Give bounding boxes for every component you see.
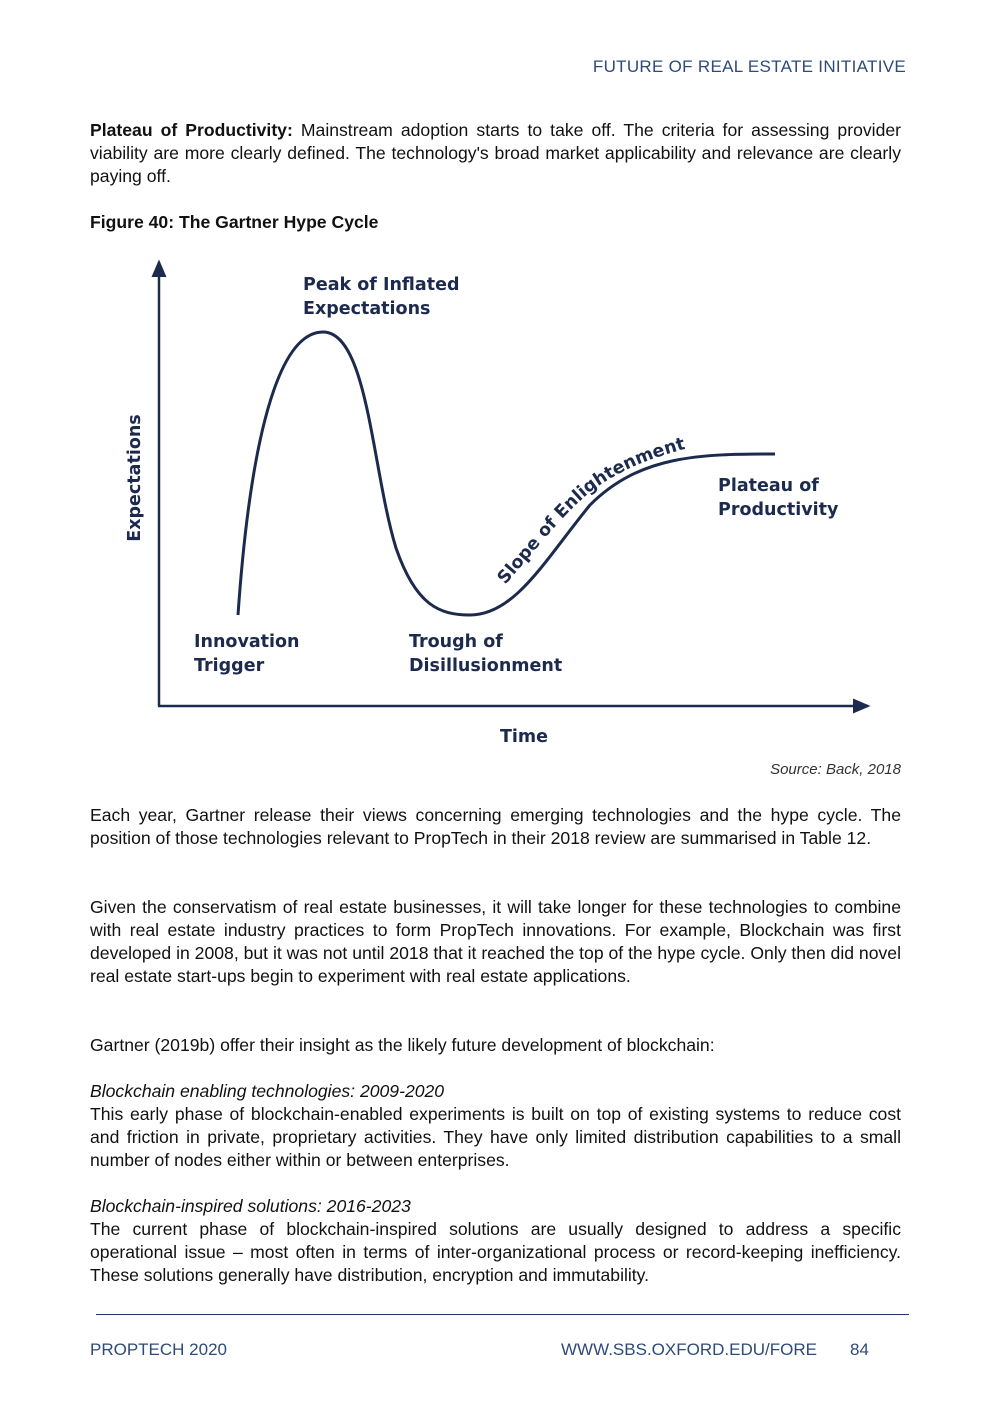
running-header: FUTURE OF REAL ESTATE INITIATIVE [592,57,906,76]
intro-text: Mainstream adoption starts to take off. The criteria for assessing provider viability are more clearly defined. The technology's broad market applicability and relevance are clearly paying off. [90,120,901,186]
footer-rule [96,1314,909,1315]
figure-title: Figure 40: The Gartner Hype Cycle [90,212,379,232]
footer-url[interactable]: WWW.SBS.OXFORD.EDU/FORE [561,1340,817,1359]
plateau-label-2: Productivity [718,500,839,520]
slope-label [494,434,687,588]
phase-text: This early phase of blockchain-enabled experiments is built on top of existing systems to reduce cost and friction in private, proprietary activities. They have only limited distribution capabilities to a small number of nodes either within or between enterprises. [90,1104,901,1170]
plateau-label-1: Plateau of [718,476,819,496]
trough-label-2: Disillusionment [409,656,563,676]
figure-source: Source: Back, 2018 [770,761,901,778]
slope-label-text: Slope of Enlightenment [493,434,688,589]
y-axis-label: Expectations [125,414,145,542]
trough-label-1: Trough of [409,632,503,652]
innovation-label-2: Trigger [194,656,265,676]
peak-label-1: Peak of Inflated [303,275,460,295]
paragraph: Each year, Gartner release their views concerning emerging technologies and the hype cycle. The position of those technologies relevant to PropTech in their 2018 review are summarised in Table 12. [90,805,901,848]
page-number: 84 [850,1340,869,1359]
phase-heading: Blockchain enabling technologies: 2009-2020 [90,1081,445,1101]
innovation-label-1: Innovation [194,632,300,652]
phase-heading: Blockchain-inspired solutions: 2016-2023 [90,1196,411,1216]
phase-text: The current phase of blockchain-inspired solutions are usually designed to address a specific operational issue – most often in terms of inter-organizational process or record-keeping inefficiency. These solutions generally have distribution, encryption and immutability. [90,1219,901,1285]
phase-section [90,1080,901,1172]
paragraph: Gartner (2019b) offer their insight as the likely future development of blockchain: [90,1035,715,1055]
x-axis-label: Time [499,727,549,747]
peak-label-2: Expectations [303,299,431,319]
paragraph: Given the conservatism of real estate businesses, it will take longer for these technologies to combine with real estate industry practices to form PropTech innovations. For example, Blockchain was first developed in 2008, but it was not until 2018 that it reached the top of the hype cycle. Only then did novel real estate start-ups begin to experiment with real estate applications. [90,897,901,986]
intro-term: Plateau of Productivity: [90,120,293,140]
footer-title: PROPTECH 2020 [90,1340,227,1359]
phase-section [90,1195,901,1287]
